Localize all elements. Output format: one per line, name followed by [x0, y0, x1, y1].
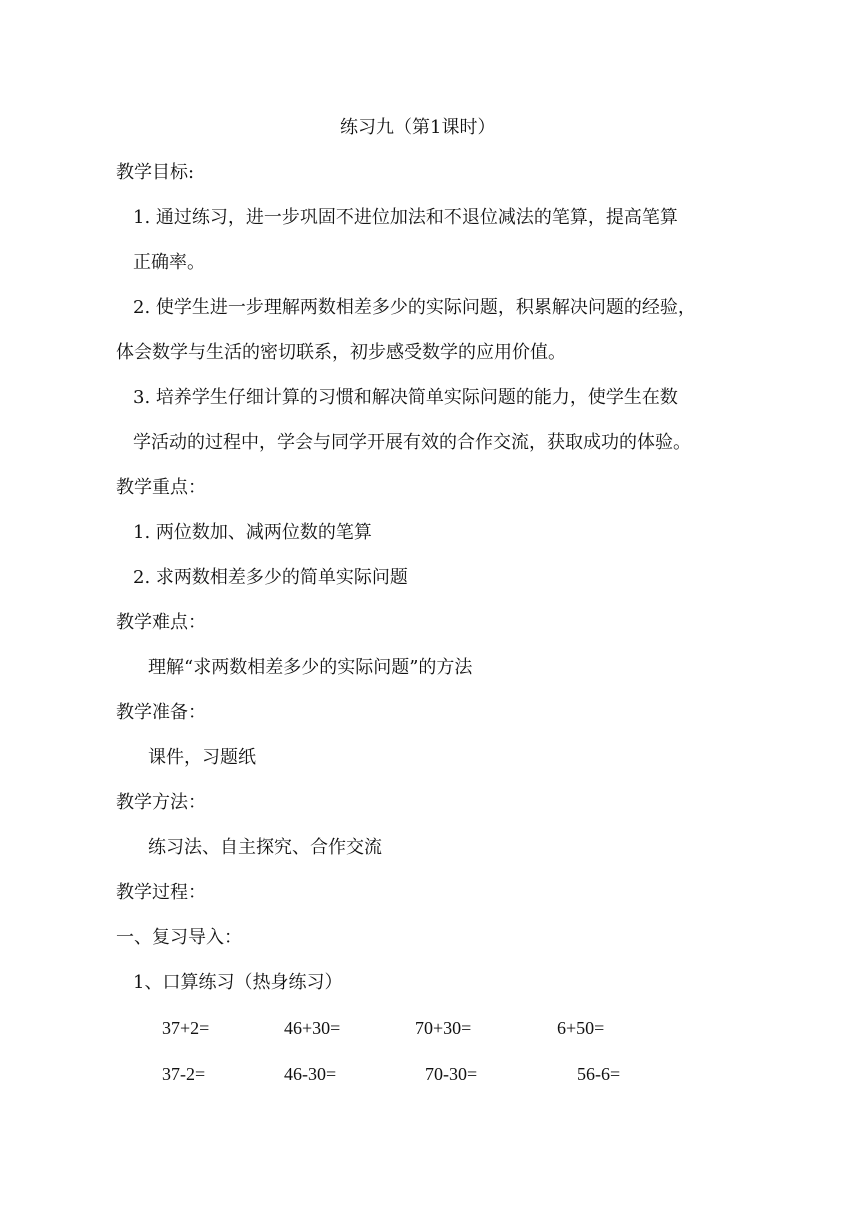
- preparation-text: 课件，习题纸: [148, 747, 256, 768]
- equation: 56-6=: [577, 1064, 621, 1084]
- equation: 6+50=: [557, 1018, 605, 1038]
- section-review-intro: 一、复习导入：: [116, 927, 242, 948]
- equation: 37+2=: [162, 1018, 210, 1038]
- key-points-heading: 教学重点：: [116, 477, 206, 498]
- difficulties-heading: 教学难点：: [116, 612, 206, 633]
- key-point-1: 1. 两位数加、减两位数的笔算: [133, 522, 372, 543]
- equation: 37-2=: [162, 1064, 206, 1084]
- objective-2-line-2: 体会数学与生活的密切联系，初步感受数学的应用价值。: [116, 342, 566, 363]
- methods-text: 练习法、自主探究、合作交流: [148, 837, 382, 858]
- objective-1-line-2: 正确率。: [133, 252, 205, 273]
- document-title: 练习九（第1课时）: [340, 117, 496, 138]
- equation: 46+30=: [284, 1018, 341, 1038]
- objective-3-line-2: 学活动的过程中，学会与同学开展有效的合作交流，获取成功的体验。: [133, 432, 691, 453]
- objective-2-line-1: 2. 使学生进一步理解两数相差多少的实际问题，积累解决问题的经验，: [133, 297, 696, 318]
- objectives-heading: 教学目标:: [116, 162, 195, 183]
- objective-1-line-1: 1. 通过练习，进一步巩固不进位加法和不退位减法的笔算，提高笔算: [133, 207, 678, 228]
- equation: 46-30=: [284, 1064, 337, 1084]
- objective-3-line-1: 3. 培养学生仔细计算的习惯和解决简单实际问题的能力，使学生在数: [133, 387, 678, 408]
- preparation-heading: 教学准备：: [116, 702, 206, 723]
- process-heading: 教学过程：: [116, 882, 206, 903]
- equation: 70-30=: [425, 1064, 478, 1084]
- key-point-2: 2. 求两数相差多少的简单实际问题: [133, 567, 408, 588]
- methods-heading: 教学方法：: [116, 792, 206, 813]
- subsection-oral-practice: 1、口算练习（热身练习）: [133, 972, 343, 993]
- equation: 70+30=: [415, 1018, 472, 1038]
- difficulties-text: 理解“求两数相差多少的实际问题”的方法: [148, 657, 473, 678]
